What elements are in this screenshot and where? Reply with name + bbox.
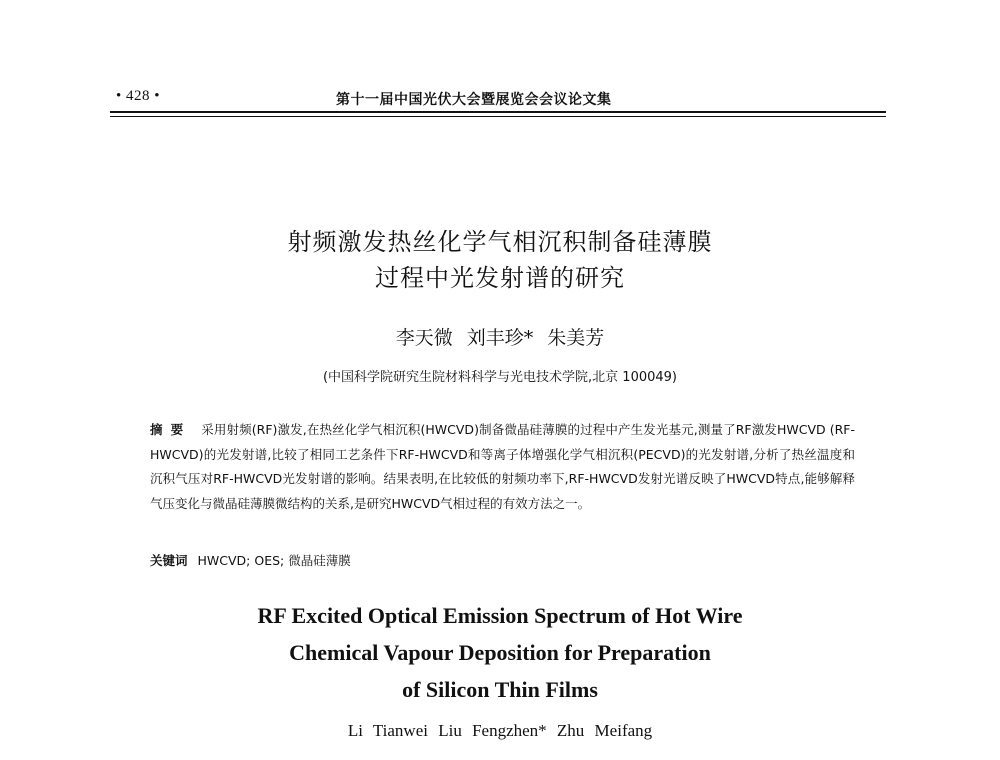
abstract-text: 采用射频(RF)激发,在热丝化学气相沉积(HWCVD)制备微晶硅薄膜的过程中产生发光基元,测量了RF激发HWCVD (RF-HWCVD)的光发射谱,比较了相同工艺条件下RF-HWCVD和等离子体增强化学气相沉积(PECVD)的光发射谱,分析了热丝温度和沉积气压对RF-HWCVD光发射谱的影响。结果表明,在比较低的射频功率下,RF-HWCVD发射光谱反映了HWCVD特点,能够解释气压变化与微晶硅薄膜微结构的关系,是研究HWCVD气相过程的有效方法之一。: [150, 422, 855, 511]
page-number: • 428 •: [116, 88, 161, 104]
chinese-keywords: [150, 551, 855, 569]
english-title-line-1: RF Excited Optical Emission Spectrum of Hot Wire: [257, 603, 743, 628]
chinese-title-line-2: 过程中光发射谱的研究: [375, 264, 625, 292]
keywords-text: HWCVD; OES; 微晶硅薄膜: [197, 553, 351, 568]
english-title-line-2: Chemical Vapour Deposition for Preparation: [289, 640, 711, 665]
english-authors: Li Tianwei Liu Fengzhen* Zhu Meifang: [347, 721, 653, 740]
abstract-label: 摘要: [150, 422, 192, 437]
english-title-line-3: of Silicon Thin Films: [402, 677, 598, 702]
running-header-title: 第十一届中国光伏大会暨展览会会议论文集: [336, 92, 612, 108]
chinese-affiliation: (中国科学院研究生院材料科学与光电技术学院,北京 100049): [322, 370, 678, 385]
chinese-authors: 李天微 刘丰珍* 朱美芳: [395, 327, 605, 349]
header-rule-thin: [110, 116, 886, 117]
keywords-label: 关键词: [150, 553, 188, 568]
header-rule-thick: [110, 111, 886, 113]
chinese-abstract: [150, 418, 855, 516]
chinese-title-line-1: 射频激发热丝化学气相沉积制备硅薄膜: [287, 228, 713, 256]
